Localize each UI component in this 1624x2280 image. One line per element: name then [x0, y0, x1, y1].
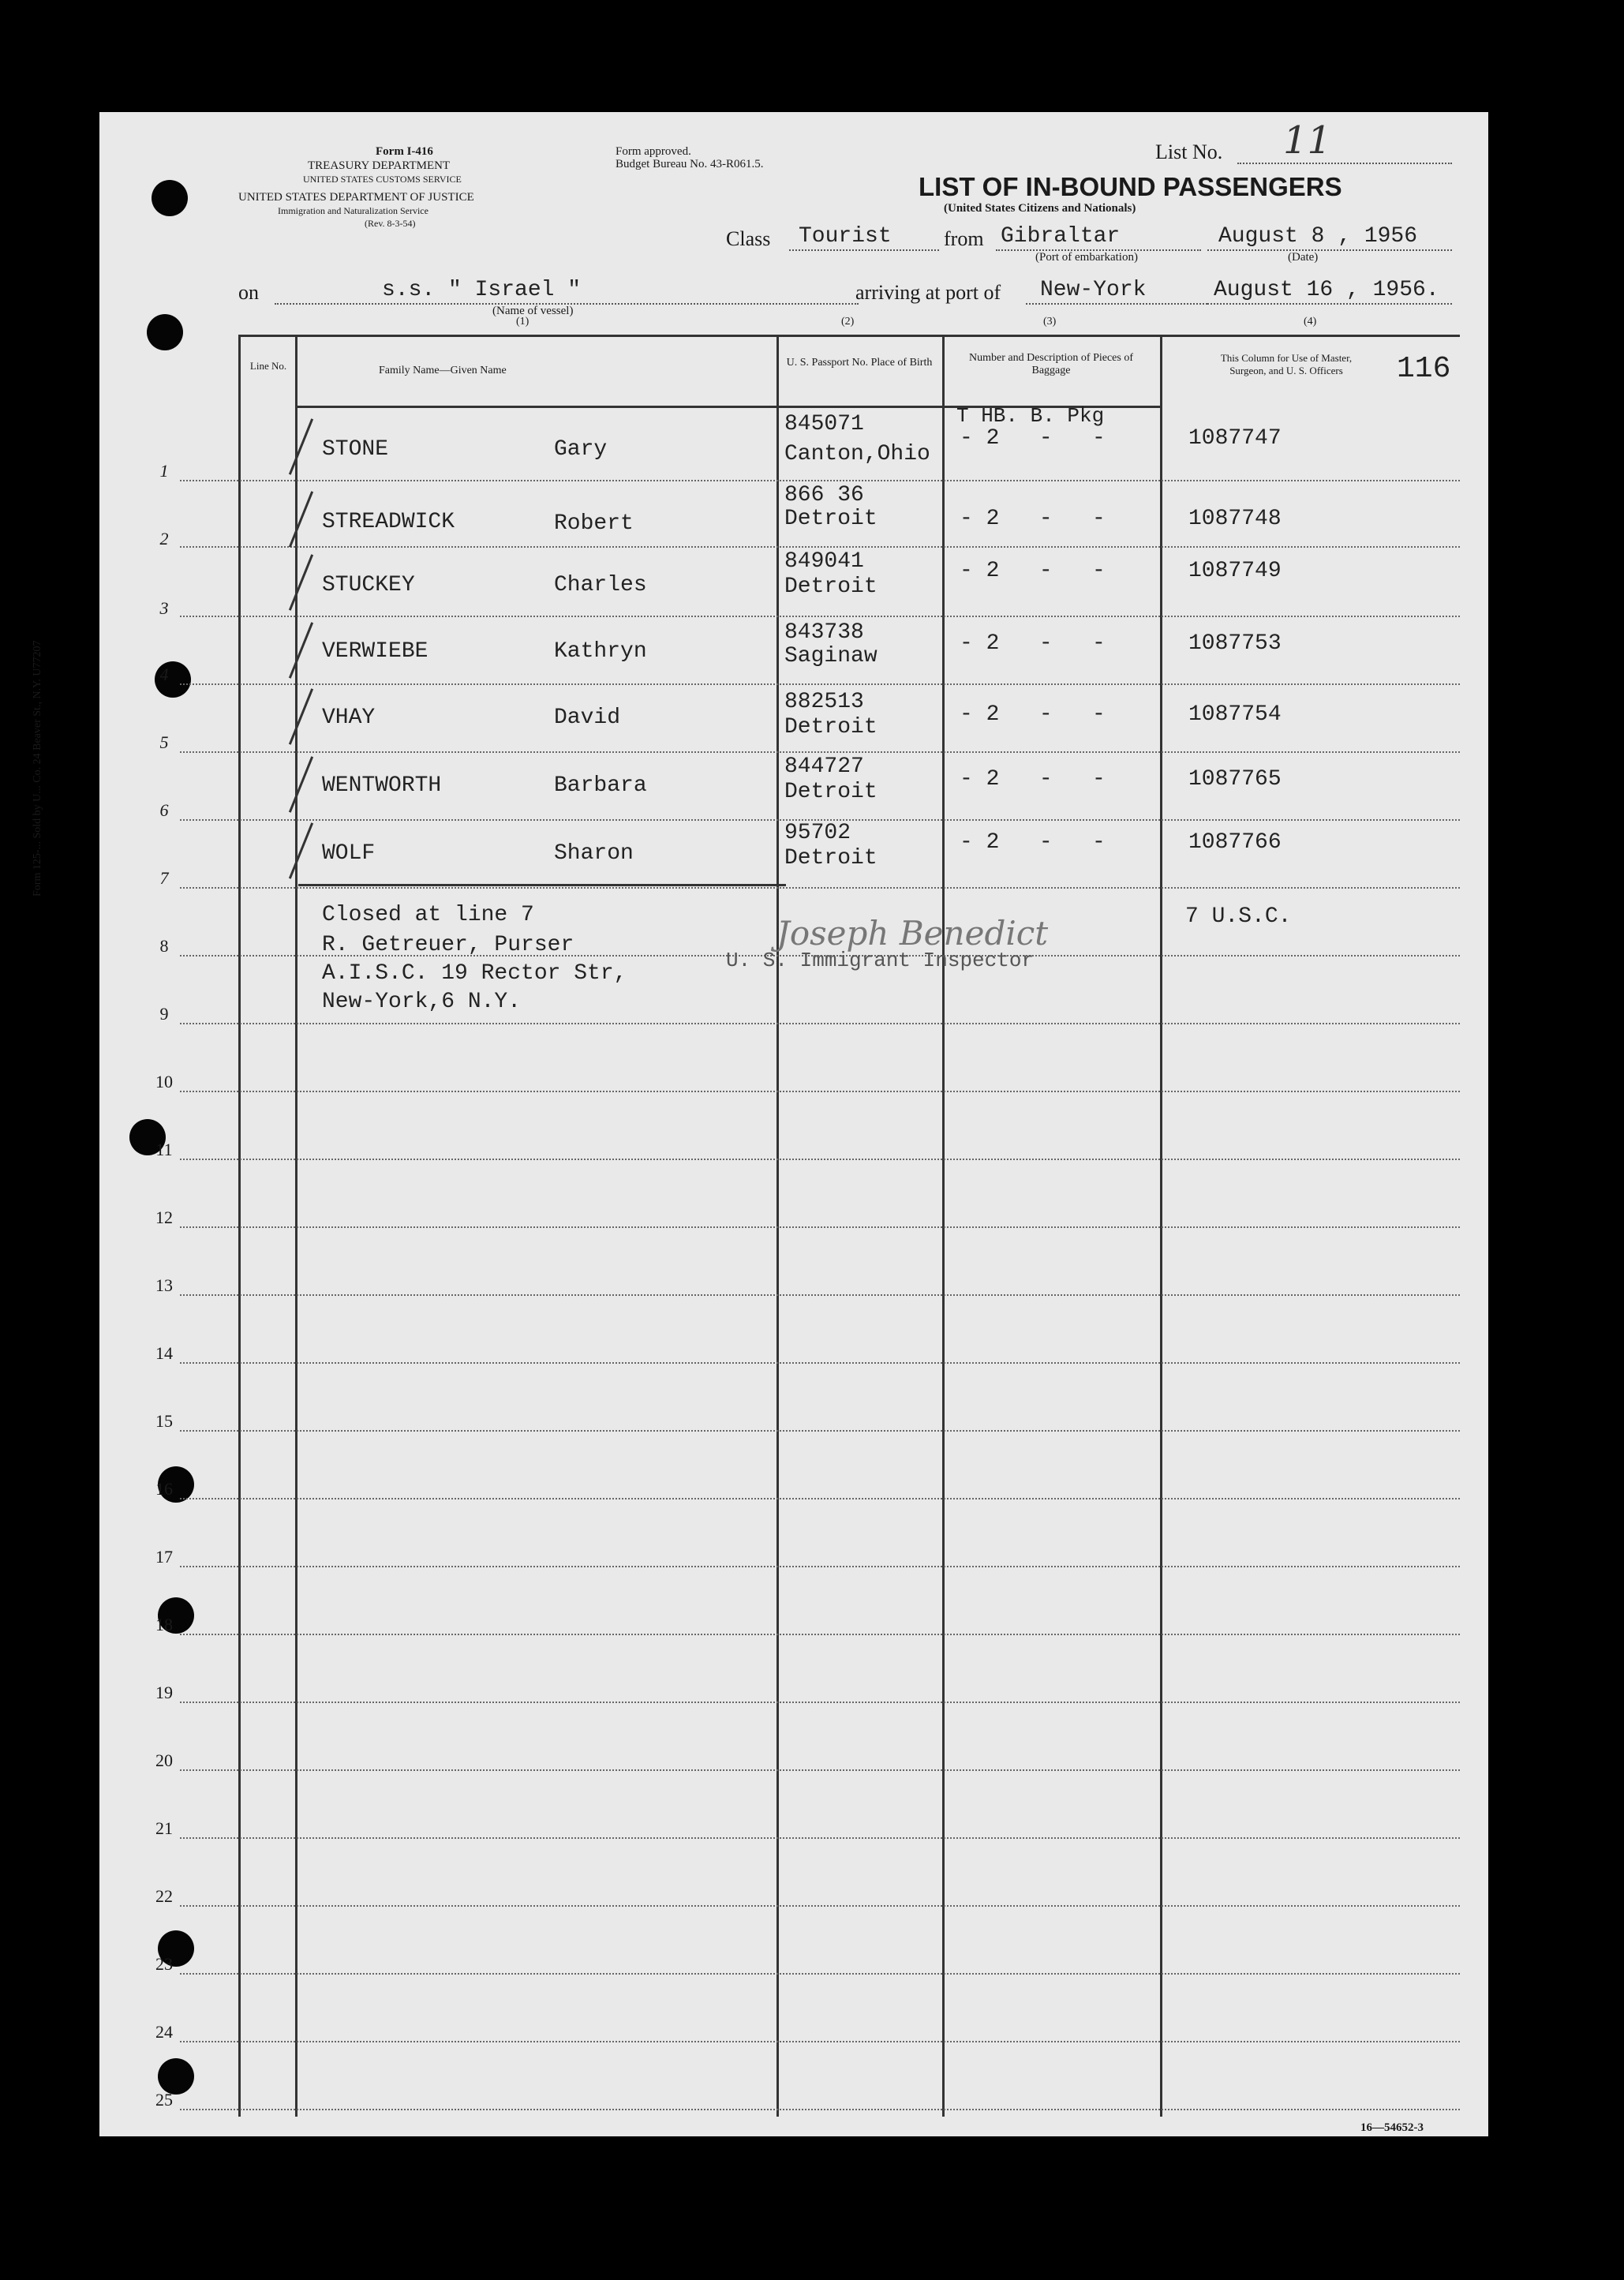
officer-number: 1087753 — [1188, 631, 1282, 656]
family-name: WOLF — [322, 841, 376, 866]
officer-number: 1087747 — [1188, 426, 1282, 451]
col-header-passport: U. S. Passport No. Place of Birth — [786, 357, 933, 369]
row-separator — [180, 1430, 1460, 1432]
row-separator — [180, 546, 1460, 548]
officer-number: 1087754 — [1188, 702, 1282, 727]
binder-hole — [152, 180, 188, 216]
row-number: 19 — [155, 1683, 173, 1702]
revision-date: (Rev. 8-3-54) — [365, 218, 416, 229]
row-number: 1 — [159, 461, 169, 481]
family-name: STUCKEY — [322, 573, 415, 597]
purser-name: R. Getreuer, Purser — [322, 933, 574, 957]
place-of-birth: Detroit — [784, 846, 877, 870]
passport-number: 849041 — [784, 549, 864, 574]
given-name: Robert — [554, 511, 634, 536]
col-header-line-no: Line No. — [249, 360, 287, 372]
family-name: VERWIEBE — [322, 639, 428, 664]
row-number: 18 — [155, 1615, 173, 1634]
row-number: 13 — [155, 1275, 173, 1295]
row-number: 23 — [155, 1954, 173, 1974]
class-value: Tourist — [799, 224, 892, 249]
inspector-signature: Joseph Benedict — [776, 914, 1049, 953]
place-of-birth: Detroit — [784, 575, 877, 599]
class-line — [789, 249, 939, 251]
family-name: STREADWICK — [322, 510, 455, 534]
baggage-subheading: T HB. B. Pkg — [956, 404, 1105, 428]
closed-at-line: Closed at line 7 — [322, 903, 534, 927]
caption-3: (3) — [1043, 316, 1057, 328]
date-depart: August 8 , 1956 — [1218, 224, 1418, 249]
officer-note: 7 U.S.C. — [1185, 904, 1292, 929]
form-number: Form I-416 — [376, 145, 433, 158]
row-separator — [180, 1566, 1460, 1567]
given-name: Gary — [554, 437, 608, 462]
row-number: 2 — [159, 529, 169, 548]
list-no-label: List No. — [1155, 140, 1223, 163]
officer-number: 1087766 — [1188, 830, 1282, 855]
place-of-birth: Detroit — [784, 715, 877, 739]
passport-number: 844727 — [784, 754, 864, 779]
row-separator — [180, 1023, 1460, 1024]
row-number: 4 — [159, 665, 169, 684]
col-divider-line — [295, 335, 297, 2117]
side-print-text: Form 125-... Sold by U... Co. 24 Beaver St., N.Y. U77207 — [32, 640, 43, 897]
given-name: Kathryn — [554, 639, 647, 664]
given-name: David — [554, 706, 621, 730]
row-number: 20 — [155, 1750, 173, 1770]
customs-service: UNITED STATES CUSTOMS SERVICE — [303, 174, 462, 185]
row-number: 3 — [159, 598, 169, 618]
col-divider-passport — [942, 335, 945, 2117]
row-separator — [180, 1362, 1460, 1364]
row-separator — [180, 1294, 1460, 1296]
row-separator — [180, 1634, 1460, 1635]
officer-number: 1087749 — [1188, 559, 1282, 583]
passport-number: 843738 — [784, 620, 864, 645]
row-number: 15 — [155, 1411, 173, 1431]
place-of-birth: Saginaw — [784, 644, 877, 668]
passport-number: 882513 — [784, 690, 864, 714]
row-separator — [180, 1226, 1460, 1228]
date-depart-line — [1207, 249, 1452, 251]
date-arrive-line — [1207, 303, 1452, 305]
row-number: 17 — [155, 1547, 173, 1567]
agent-address: A.I.S.C. 19 Rector Str, — [322, 961, 627, 986]
vessel-name: s.s. " Israel " — [382, 278, 582, 302]
row-number: 12 — [155, 1207, 173, 1227]
baggage-count: - 2 - - — [960, 767, 1106, 792]
closing-rule — [298, 884, 786, 886]
row-separator — [180, 480, 1460, 481]
place-of-birth: Detroit — [784, 507, 877, 531]
table-top-border — [238, 335, 1460, 337]
col-header-name: Family Name—Given Name — [379, 365, 507, 376]
row-separator — [180, 887, 1460, 889]
row-number: 21 — [155, 1818, 173, 1838]
port-arrival: New-York — [1040, 278, 1147, 302]
row-separator — [180, 1837, 1460, 1839]
given-name: Charles — [554, 573, 647, 597]
row-number: 16 — [155, 1479, 173, 1499]
justice-dept: UNITED STATES DEPARTMENT OF JUSTICE — [238, 191, 474, 204]
family-name: STONE — [322, 437, 389, 462]
caption-1: (1) — [516, 316, 529, 328]
row-separator — [180, 1973, 1460, 1975]
row-separator — [180, 616, 1460, 617]
list-no-line — [1237, 163, 1452, 164]
row-number: 14 — [155, 1343, 173, 1363]
page-subtitle: (United States Citizens and Nationals) — [944, 202, 1136, 215]
given-name: Sharon — [554, 841, 634, 866]
family-name: VHAY — [322, 706, 376, 730]
page-number: 116 — [1397, 352, 1451, 386]
col-divider-name — [776, 335, 779, 2117]
place-of-birth: Detroit — [784, 780, 877, 804]
baggage-count: - 2 - - — [960, 426, 1106, 451]
binder-hole — [147, 314, 183, 350]
date-caption: (Date) — [1288, 251, 1319, 264]
row-separator — [180, 2041, 1460, 2042]
arriving-label: arriving at port of — [855, 281, 1001, 304]
form-approved: Form approved. — [616, 145, 691, 158]
page-title: LIST OF IN-BOUND PASSENGERS — [919, 172, 1342, 201]
row-number: 24 — [155, 2022, 173, 2042]
caption-2: (2) — [841, 316, 855, 328]
passport-number: 95702 — [784, 821, 851, 845]
from-value: Gibraltar — [1001, 224, 1121, 249]
on-label: on — [238, 281, 259, 304]
ins-service: Immigration and Naturalization Service — [278, 205, 428, 216]
port-embark-caption: (Port of embarkation) — [1035, 251, 1138, 264]
row-number: 8 — [159, 936, 169, 956]
budget-bureau: Budget Bureau No. 43-R061.5. — [616, 158, 764, 170]
date-arrive: August 16 , 1956. — [1214, 278, 1439, 302]
row-number: 11 — [155, 1140, 173, 1159]
caption-4: (4) — [1304, 316, 1317, 328]
baggage-count: - 2 - - — [960, 830, 1106, 855]
col-header-baggage: Number and Description of Pieces of Baggage — [969, 352, 1133, 376]
passport-number: 845071 — [784, 412, 864, 436]
table-left-border — [238, 335, 241, 2117]
vessel-caption: (Name of vessel) — [492, 305, 574, 317]
class-label: Class — [726, 227, 771, 250]
baggage-count: - 2 - - — [960, 631, 1106, 656]
agent-city: New-York,6 N.Y. — [322, 990, 522, 1014]
row-separator — [180, 1498, 1460, 1499]
row-number: 6 — [159, 800, 169, 820]
from-label: from — [944, 227, 984, 250]
passport-number: 866 36 — [784, 483, 864, 507]
row-separator — [180, 1769, 1460, 1771]
baggage-count: - 2 - - — [960, 559, 1106, 583]
row-separator — [180, 1159, 1460, 1160]
row-number: 10 — [155, 1072, 173, 1091]
given-name: Barbara — [554, 773, 647, 798]
inspector-title: U. S. Immigrant Inspector — [726, 949, 1035, 972]
row-separator — [180, 1702, 1460, 1703]
baggage-count: - 2 - - — [960, 507, 1106, 531]
officer-number: 1087748 — [1188, 507, 1282, 531]
family-name: WENTWORTH — [322, 773, 442, 798]
row-separator — [180, 751, 1460, 753]
row-number: 9 — [159, 1004, 169, 1024]
list-no-value: 11 — [1283, 118, 1332, 163]
col-divider-baggage — [1160, 335, 1162, 2117]
footer-code: 16—54652-3 — [1360, 2121, 1424, 2134]
row-separator — [180, 2109, 1460, 2110]
row-number: 22 — [155, 1886, 173, 1906]
row-number: 7 — [159, 868, 169, 888]
place-of-birth: Canton,Ohio — [784, 442, 930, 466]
row-separator — [180, 1091, 1460, 1092]
port-line — [1026, 303, 1207, 305]
baggage-count: - 2 - - — [960, 702, 1106, 727]
row-number: 5 — [159, 732, 169, 752]
row-separator — [180, 683, 1460, 685]
row-number: 25 — [155, 2090, 173, 2110]
officer-number: 1087765 — [1188, 767, 1282, 792]
col-header-officers: This Column for Use of Master, Surgeon, and U. S. Officers — [1220, 352, 1353, 376]
row-separator — [180, 1905, 1460, 1907]
treasury-dept: TREASURY DEPARTMENT — [308, 159, 451, 172]
